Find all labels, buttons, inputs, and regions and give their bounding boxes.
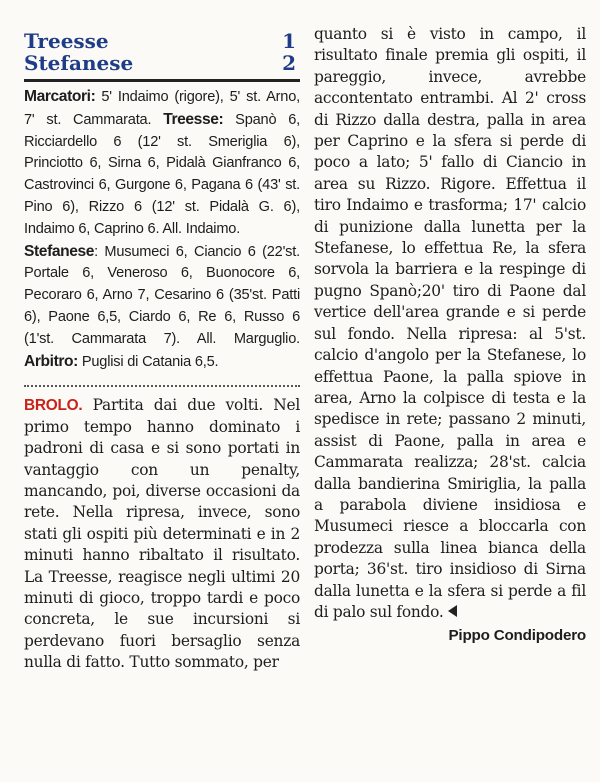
author-signature: Pippo Condipodero: [448, 627, 586, 645]
article-body-left: [24, 395, 300, 673]
score-row-home: [24, 30, 300, 52]
article-body-right: [314, 24, 586, 623]
article-text-right: quanto si è visto in campo, il risultato finale premia gli ospiti, il pareggio, invece, avrebbe accontentato entrambi. Al 2' cross di Rizzo dalla destra, palla in area per Caprino e la sfera si perde di poco a lato; 5' fallo di Ciancio in area su Rizzo. Rigore. Effettua il tiro Indaimo e trasforma; 17' calcio di punizione dalla lunetta per la Stefanese, lo effettua Re, la sfera sorvola la barriera e la respinge di pugno Spanò;20' tiro di Paone dal vertice dell'area grande e si perde sul fondo. Nella ripresa: al 5'st. calcio d'angolo per la Stefanese, lo effettua Paone, la palla spiove in area, Arno la colpisce di testa e la spedisce in rete; passano 2 minuti, assist di Paone, palla in area e Cammarata realizza; 28'st. calcia dalla bandierina Smiriglia, la palla a parabola diviene insidiosa e Musumeci riesce a bloccarla con prodezza sulla linea bianca della porta; 36'st. tiro insidioso di Sirna dalla lunetta e la sfera si perde a fil di palo sul fondo.: [314, 25, 586, 621]
score-box: [24, 30, 300, 82]
right-column: [314, 24, 586, 644]
home-team-name: Treesse: [24, 29, 109, 53]
away-team-name: Stefanese: [24, 51, 134, 75]
match-sheet: [24, 86, 300, 373]
score-row-away: [24, 52, 300, 74]
home-lineup-text: Spanò 6, Ricciardello 6 (12' st. Smeriglia 6), Princiotto 6, Sirna 6, Pidalà Gianfranco 6, Castrovinci 6, Gurgone 6, Pagana 6 (43' st. Pino 6), Rizzo 6 (12' st. Pidalà G. 6), Indaimo 6, Caprino 6. All. Indaimo.: [24, 111, 300, 237]
dateline-place: BROLO.: [24, 397, 83, 415]
score-divider: [24, 79, 300, 82]
referee-text: Puglisi di Catania 6,5.: [77, 353, 219, 370]
left-column: [24, 30, 300, 674]
home-goals: 1: [282, 29, 296, 53]
byline-row: [314, 627, 586, 644]
home-lineup-label: Treesse:: [163, 110, 224, 128]
bleed-through-text-right: [400, 0, 600, 22]
away-lineup-label: Stefanese: [24, 242, 95, 260]
scorers-label: Marcatori:: [24, 88, 96, 105]
scorers-text: 5' Indaimo (rigore), 5' st. Arno, 7' st. Cammarata.: [24, 89, 300, 128]
referee-label: Arbitro:: [24, 352, 78, 370]
bleed-through-text-left: [28, 0, 278, 22]
article-text-left: Partita dai due volti. Nel primo tempo hanno dominato i padroni di casa e si sono portati in vantaggio con un penalty, mancando, poi, diverse occasioni da rete. Nella ripresa, invece, sono stati gli ospiti più determinati e in 2 minuti hanno ribaltato il risultato. La Treesse, reagisce negli ultimi 20 minuti di gioco, troppo tardi e poco concreta, le sue incursioni si perdevano fuori bersaglio senza nulla di fatto. Tutto sommato, per: [24, 396, 300, 672]
away-goals: 2: [282, 51, 296, 75]
section-divider: [24, 385, 300, 387]
away-lineup-text: : Musumeci 6, Ciancio 6 (22'st. Portale 6, Veneroso 6, Buonocore 6, Pecoraro 6, Arno 7, Cesarino 6 (35'st. Patti 6), Paone 6,5, Ciardo 6, Re 6, Russo 6 (1'st. Cammarata 7). All. Marguglio.: [24, 243, 300, 347]
end-mark-icon: [448, 605, 457, 617]
